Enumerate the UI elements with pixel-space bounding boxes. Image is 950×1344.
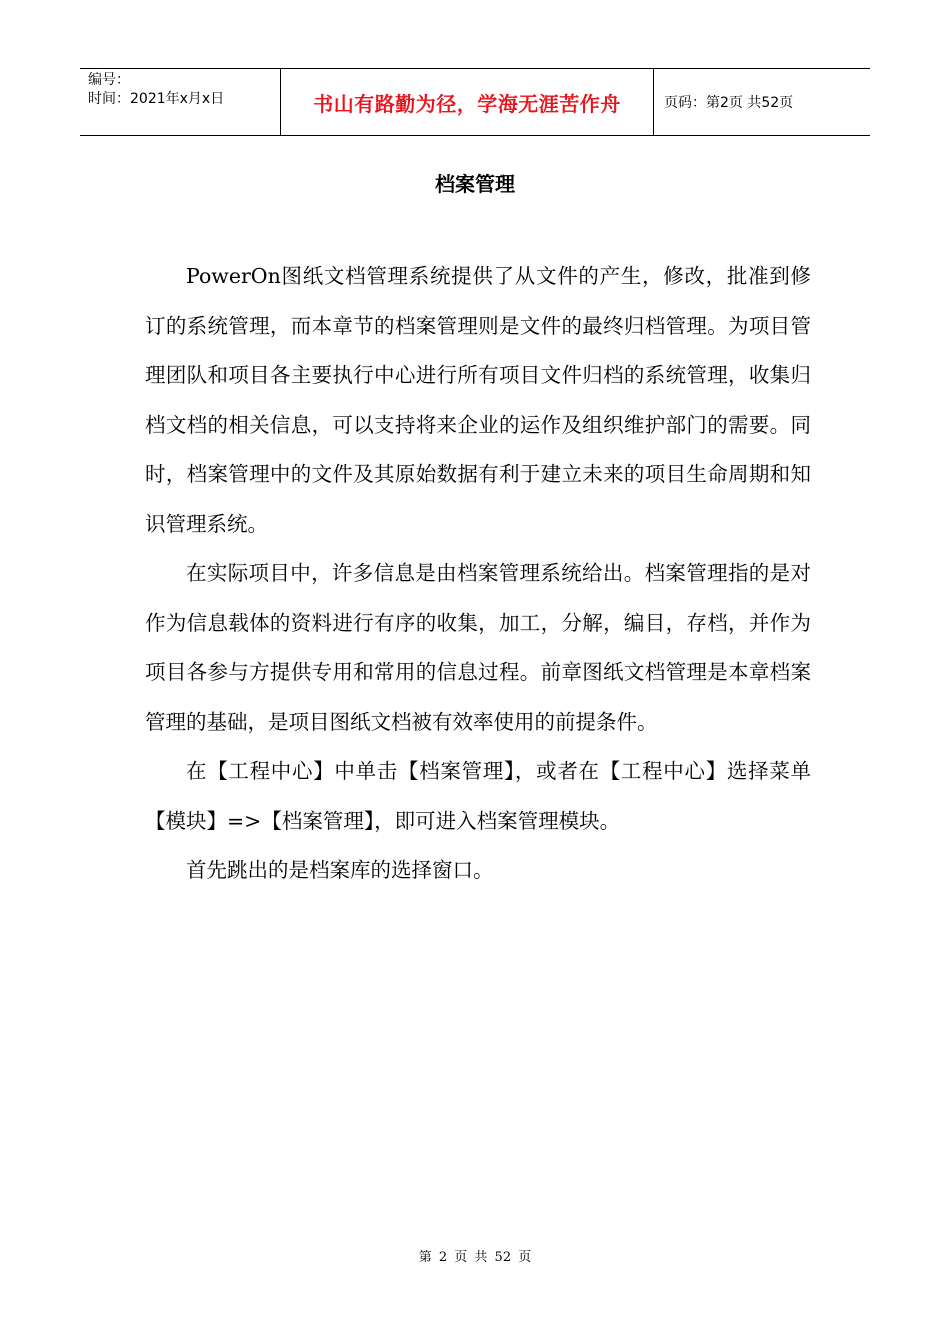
paragraph: 在实际项目中，许多信息是由档案管理系统给出。档案管理指的是对作为信息载体的资料进行有序的收集，加工，分解，编目，存档，并作为项目各参与方提供专用和常用的信息过程。前章图纸文档管理是本章档案管理的基础，是项目图纸文档被有效率使用的前提条件。 (145, 561, 811, 734)
document-body (145, 252, 811, 896)
document-title: 档案管理 (435, 172, 515, 196)
document-date-label: 时间：2021年x月x日 (88, 91, 225, 107)
page-footer: 第 2 页 共 52 页 (418, 1250, 532, 1265)
header-page-info: 页码：第2页 共52页 (664, 95, 794, 111)
page-header (80, 68, 870, 136)
paragraph: 首先跳出的是档案库的选择窗口。 (186, 858, 494, 882)
document-number-label: 编号： (88, 72, 130, 88)
paragraph: PowerOn图纸文档管理系统提供了从文件的产生，修改，批准到修订的系统管理，而本章节的档案管理则是文件的最终归档管理。为项目管理团队和项目各主要执行中心进行所有项目文件归档的系统管理，收集归档文档的相关信息，可以支持将来企业的运作及组织维护部门的需要。同时，档案管理中的文件及其原始数据有利于建立未来的项目生命周期和知识管理系统。 (145, 264, 811, 536)
header-meta-cell (80, 69, 281, 135)
header-motto: 书山有路勤为径，学海无涯苦作舟 (281, 69, 654, 135)
paragraph: 在【工程中心】中单击【档案管理】，或者在【工程中心】选择菜单【模块】=>【档案管理】，即可进入档案管理模块。 (145, 759, 811, 833)
